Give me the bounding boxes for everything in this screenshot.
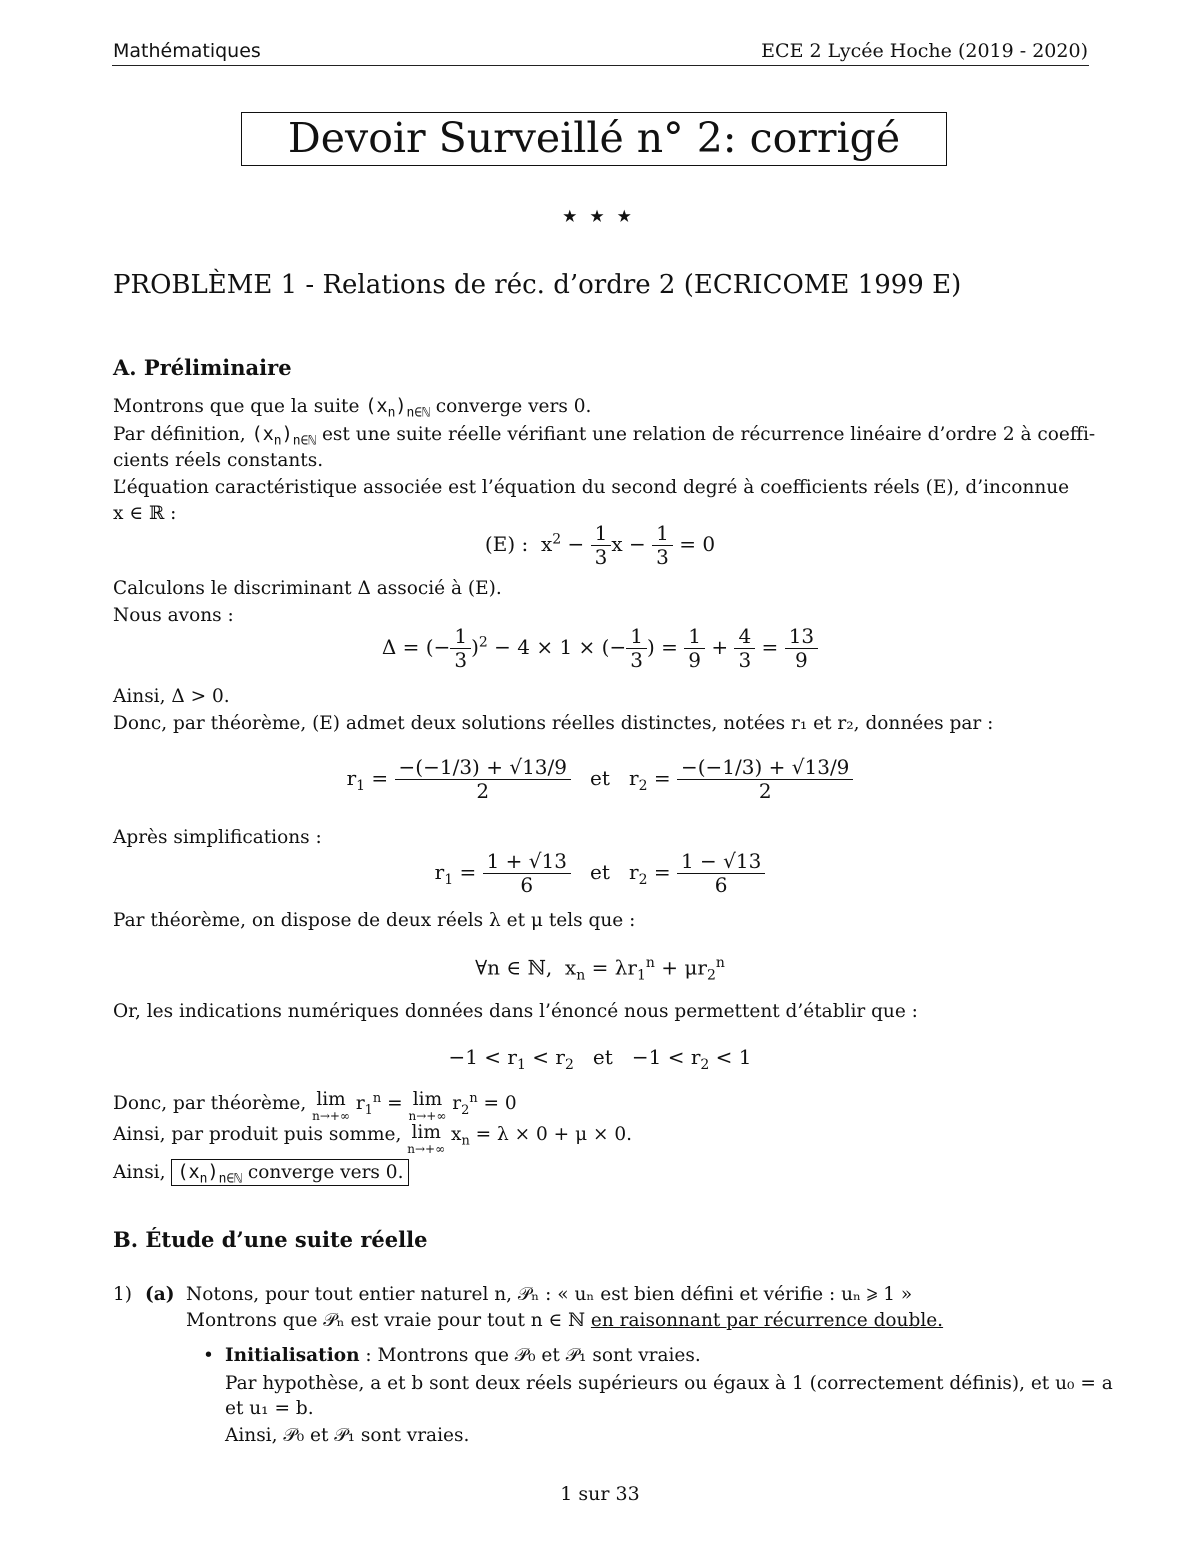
problem-title: PROBLÈME 1 - Relations de réc. d’ordre 2 (ECRICOME 1999 E) [113,270,962,300]
paragraph-line: Or, les indications numériques données dans l’énoncé nous permettent d’établir que : [113,1001,918,1022]
stars-divider: ⋆⋆⋆ [559,196,641,236]
question-text: Notons, pour tout entier naturel n, 𝒫ₙ : « uₙ est bien défini et vérifie : uₙ ⩾ 1 » [186,1284,913,1305]
document-title: Devoir Surveillé n° 2: corrigé [241,112,947,166]
paragraph-line: Montrons que que la suite $(x_n)_{n\in ℕ}$ converge vers 0. [113,396,592,421]
paragraph-line: Par hypothèse, a et b sont deux réels supérieurs ou égaux à 1 (correctement définis), et u₀ = a [225,1373,1113,1394]
section-a-heading: A. Préliminaire [113,355,292,380]
question-number: 1) [113,1284,132,1305]
page-number: 1 sur 33 [560,1483,640,1505]
paragraph-line: Calculons le discriminant Δ associé à (E). [113,578,502,599]
paragraph-line: Ainsi, 𝒫₀ et 𝒫₁ sont vraies. [225,1425,470,1446]
question-subpart: (a) [145,1284,175,1305]
paragraph-line: Nous avons : [113,605,234,626]
header-class-year: ECE 2 Lycée Hoche (2019 - 2020) [761,40,1088,62]
paragraph-line: Donc, par théorème, lim n→+∞ $r_1^n$ = lim n→+∞ $r_2^n = 0$ [113,1089,517,1123]
header-subject: Mathématiques [113,40,261,62]
equation-discriminant: Δ = (− $\frac{1}{3}$ )$^2$ − 4 × 1 × (− $\frac{1}{3}$ ) = $\frac{1}{9}$ + $\frac{4}{3}$ = $\frac{13}{9}$ [0,625,1200,672]
paragraph-line: L’équation caractéristique associée est l’équation du second degré à coefficients réels (E), d’inconnue [113,477,1070,498]
conclusion-line: Ainsi, $(x_n)_{n\in ℕ}$ converge vers 0. [113,1162,409,1187]
paragraph-line: et u₁ = b. [225,1398,314,1419]
paragraph-line: Par théorème, on dispose de deux réels λ et μ tels que : [113,910,636,931]
paragraph-line: Par définition, $(x_n)_{n\in ℕ}$ est une suite réelle vérifiant une relation de récurrence linéaire d’ordre 2 à coeffi- [113,424,1096,449]
paragraph-line: Ainsi, par produit puis somme, lim n→+∞ $x_n = \lambda \times 0 + \mu \times 0$. [113,1122,632,1156]
bullet-icon: • [203,1345,214,1366]
header-rule [112,65,1089,66]
paragraph-line: Donc, par théorème, (E) admet deux solutions réelles distinctes, notées r₁ et r₂, données par : [113,713,994,734]
paragraph-line: cients réels constants. [113,450,324,471]
equation-general-term: ∀n ∈ ℕ, $x_n = \lambda r_1^n + \mu r_2^n$ [475,955,725,984]
equation-root-bounds: $-1 < r_1 < r_2$ et $-1 < r_2 < 1$ [448,1045,752,1073]
paragraph-line: Après simplifications : [113,827,322,848]
section-b-heading: B. Étude d’une suite réelle [113,1227,428,1252]
equation-characteristic: (E) : $x^2$ − $\frac{1}{3}$ x − $\frac{1}{3}$ = 0 [484,521,716,569]
question-method: Montrons que 𝒫ₙ est vraie pour tout n ∈ ℕ en raisonnant par récurrence double. [186,1310,944,1331]
equation-roots-simplified: $r_1$ = $\frac{1 + √13}{6}$ et $r_2$ = $\frac{1 - √13}{6}$ [0,850,1200,897]
bullet-initialisation: Initialisation : Montrons que 𝒫₀ et 𝒫₁ sont vraies. [225,1345,701,1366]
equation-roots: $r_1$ = $\frac{-(-1/3) + √13/9}{2}$ et $r_2$ = $\frac{-(-1/3) + √13/9}{2}$ [0,756,1200,803]
paragraph-line: Ainsi, Δ > 0. [113,686,230,707]
paragraph-line: x ∈ ℝ : [113,503,177,524]
boxed-conclusion: $(x_n)_{n\in ℕ}$ converge vers 0. [171,1159,409,1186]
